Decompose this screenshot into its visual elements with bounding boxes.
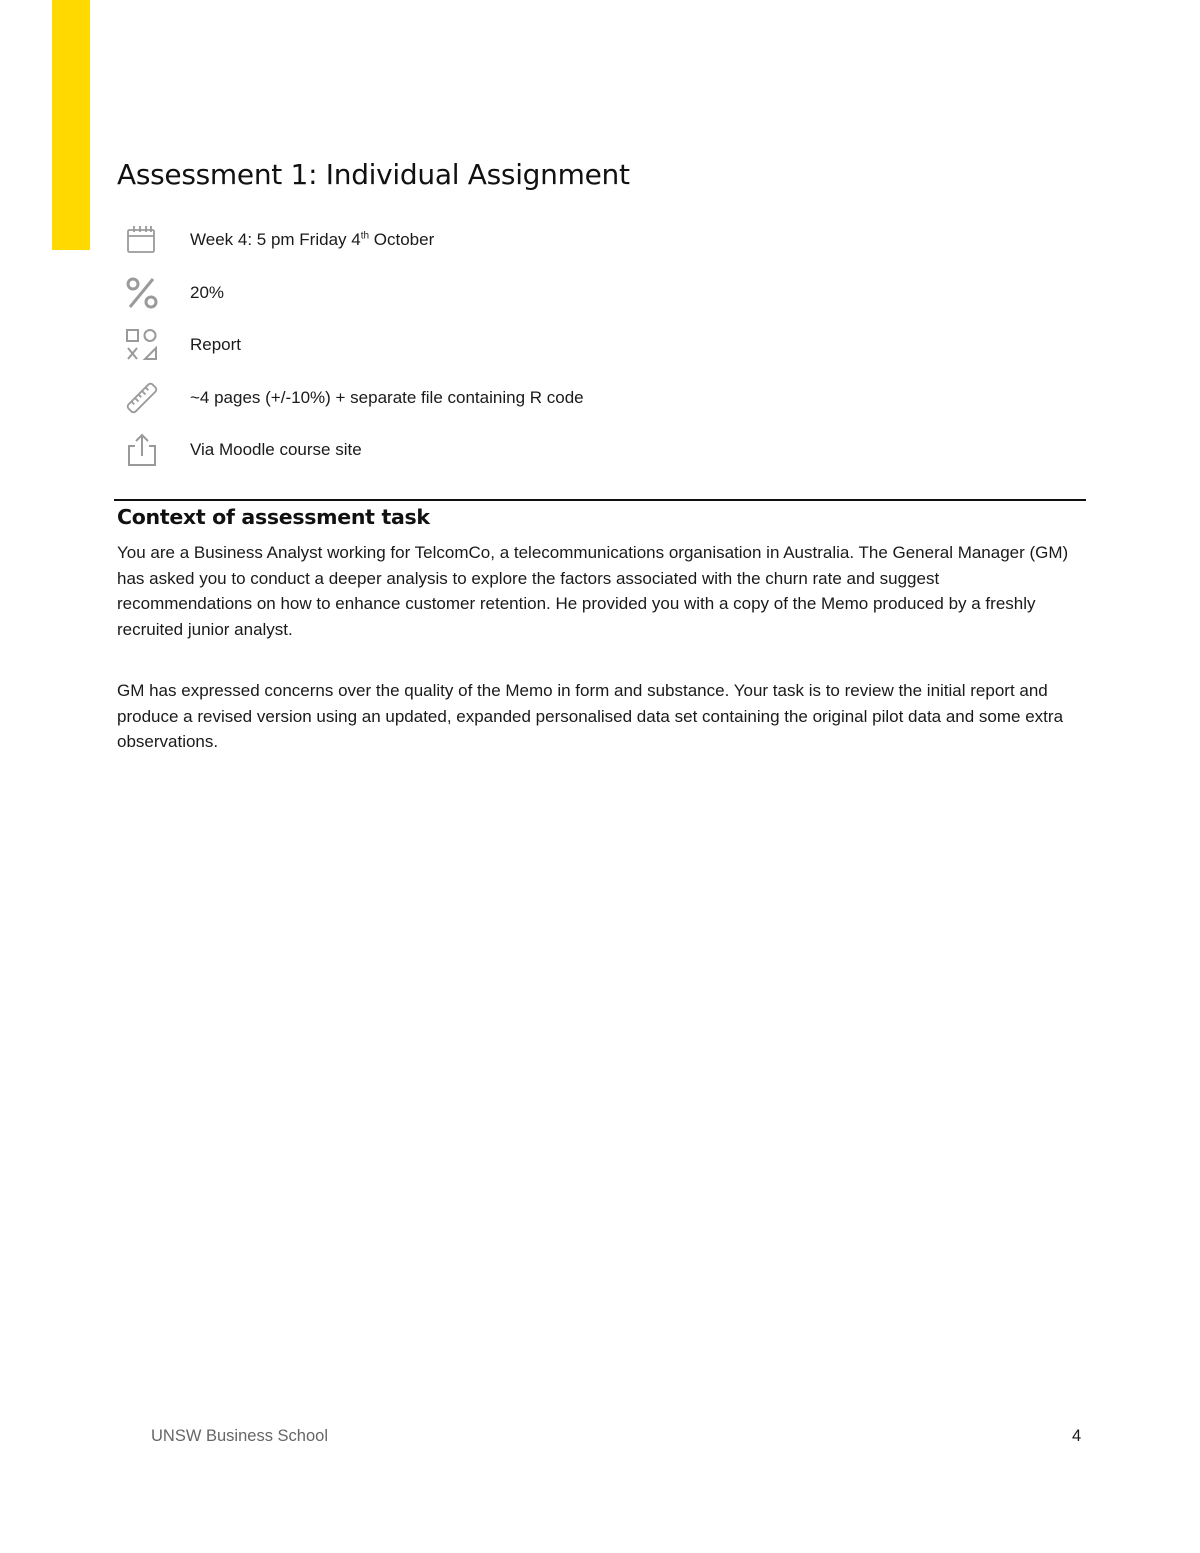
shapes-icon — [122, 325, 162, 365]
detail-length — [122, 372, 822, 425]
context-paragraph-2: GM has expressed concerns over the quality of the Memo in form and substance. Your task is to review the initial report and produce a revised version using an updated, expanded personalised data set containing the original pilot data and some extra observations. — [117, 681, 1064, 751]
context-paragraph-1: You are a Business Analyst working for TelcomCo, a telecommunications organisation in Australia. The General Manager (GM) has asked you to conduct a deeper analysis to explore the factors associated with the churn rate and suggest recommendations on how to enhance customer retention. He provided you with a copy of the Memo produced by a freshly recruited junior analyst. — [117, 543, 1069, 639]
yellow-accent-bar — [52, 0, 90, 250]
detail-format — [122, 319, 822, 372]
page-number: 4 — [1072, 1427, 1082, 1445]
section-divider — [114, 499, 1086, 501]
assessment-details-list — [122, 214, 822, 477]
weighting-text: 20% — [190, 282, 225, 302]
percent-icon — [122, 273, 162, 313]
submission-text: Via Moodle course site — [190, 440, 362, 460]
page-title: Assessment 1: Individual Assignment — [117, 158, 630, 191]
detail-weighting — [122, 267, 822, 320]
ruler-icon — [122, 378, 162, 418]
upload-icon — [122, 430, 162, 470]
calendar-icon — [122, 220, 162, 260]
detail-due-date — [122, 214, 822, 267]
length-text: ~4 pages (+/-10%) + separate file containing R code — [190, 387, 584, 407]
detail-submission — [122, 424, 822, 477]
format-text: Report — [190, 335, 242, 355]
due-date-text: Week 4: 5 pm Friday 4th October — [190, 230, 435, 250]
section-heading: Context of assessment task — [117, 505, 430, 529]
footer-organisation: UNSW Business School — [151, 1427, 328, 1445]
